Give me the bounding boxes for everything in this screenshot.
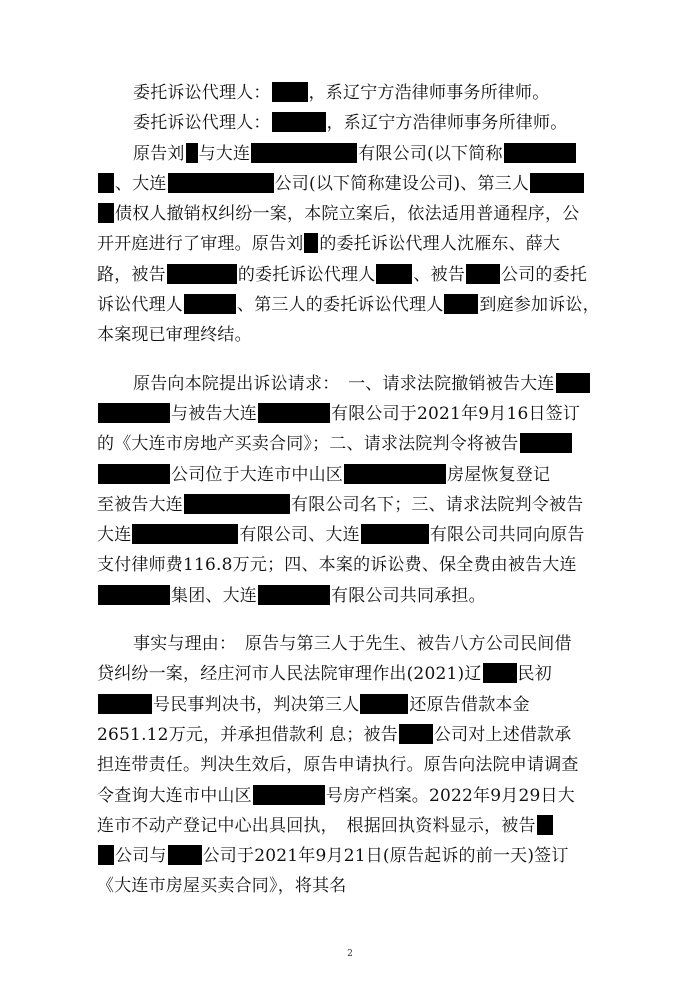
text-segment: 的委托诉讼代理人沈雁东、薛大 (319, 234, 561, 255)
text-segment: 担连带责任。判决生效后，原告申请执行。原告向法院申请调查 (97, 755, 579, 776)
text-line (97, 659, 617, 689)
text-segment: 房屋恢复登记 (447, 464, 551, 485)
text-segment: 委托诉讼代理人： (133, 83, 271, 103)
text-line (97, 199, 617, 229)
redaction-block (304, 233, 318, 253)
redaction-block (98, 403, 170, 423)
text-line (97, 871, 617, 901)
text-line (97, 811, 617, 841)
text-segment: 令查询大连市中山区 (97, 785, 252, 806)
text-segment: 民初 (517, 664, 552, 685)
text-segment: 与大连 (198, 143, 251, 164)
document-body (97, 78, 617, 902)
redaction-block (167, 264, 237, 284)
redaction-block (98, 173, 114, 193)
text-segment: 公司(以下简称建设公司)、第三人 (274, 173, 530, 194)
redaction-block (344, 464, 446, 484)
text-segment: 2651.12万元，并承担借款利 息；被告 (97, 724, 398, 745)
text-segment: 诉讼代理人 (97, 295, 183, 316)
text-segment: 委托诉讼代理人： (133, 113, 271, 134)
redaction-block (98, 585, 170, 605)
page-number: 2 (347, 949, 353, 959)
text-segment: 大连 (97, 525, 132, 546)
redaction-block (537, 815, 553, 835)
redaction-block (253, 785, 325, 805)
text-segment: 债权人撤销权纠纷一案，本院立案后，依法适用普通程序，公 (115, 204, 580, 225)
text-segment: ，系辽宁方浩律师事务所律师。 (326, 113, 568, 134)
text-segment: 、大连 (115, 173, 167, 194)
redaction-block (483, 663, 517, 683)
text-segment: 、被告 (413, 264, 466, 285)
text-line (97, 169, 617, 199)
text-line (97, 78, 617, 108)
text-line (97, 550, 617, 580)
redaction-block (251, 143, 357, 163)
redaction-block (361, 524, 429, 544)
redaction-block (168, 845, 202, 865)
redaction-block (168, 173, 274, 193)
text-line (97, 720, 617, 750)
text-segment: 公司与 (115, 846, 167, 867)
text-segment: 有限公司(以下简称 (358, 143, 503, 164)
redaction-block (556, 373, 590, 393)
text-segment: 有限公司、大连 (239, 525, 360, 546)
redaction-block (98, 694, 152, 714)
text-segment: 公司位于大连市中山区 (171, 464, 343, 485)
text-line (97, 781, 617, 811)
redaction-block (504, 143, 576, 163)
redaction-block (399, 724, 433, 744)
text-segment: 公司于2021年9月21日(原告起诉的前一天)签订 (202, 846, 569, 867)
text-segment: 的《大连市房地产买卖合同》；二、请求法院判令将被告 (97, 434, 519, 455)
text-segment: 有限公司名下；三、请求法院判令被告 (291, 494, 584, 515)
text-segment: 贷纠纷一案，经庄河市人民法院审理作出(2021)辽 (97, 664, 482, 685)
text-segment: 本案现已审理终结。 (97, 325, 252, 346)
redaction-block (258, 585, 330, 605)
text-line (97, 399, 617, 429)
text-segment: ，系辽宁方浩律师事务所律师。 (308, 83, 550, 103)
text-segment: 到庭参加诉讼， (479, 295, 600, 316)
text-segment: 、第三人的委托诉讼代理人 (237, 295, 444, 316)
text-segment: 至被告大连 (97, 494, 183, 515)
redaction-block (376, 264, 412, 284)
text-segment: 还原告借款本金 (409, 694, 530, 715)
paragraph-gap (97, 351, 617, 369)
text-segment: 原告向本院提出诉讼请求： 一、请求法院撤销被告大连 (133, 373, 555, 394)
text-segment: 有限公司共同向原告 (429, 525, 585, 546)
text-segment: 公司对上述借款承 (433, 724, 572, 745)
paragraph-gap (97, 611, 617, 629)
redaction-block (258, 403, 330, 423)
redaction-block (444, 294, 478, 314)
text-segment: 号房产档案。2022年9月29日大 (325, 785, 575, 806)
text-segment: 路，被告 (97, 264, 166, 285)
text-line (97, 750, 617, 780)
text-line (97, 369, 617, 399)
text-line (97, 139, 617, 169)
redaction-block (98, 845, 114, 865)
text-segment: 有限公司于2021年9月16日签订 (331, 403, 581, 424)
text-line (97, 581, 617, 611)
text-line (97, 520, 617, 550)
text-line (97, 460, 617, 490)
text-line (97, 490, 617, 520)
redaction-block (132, 524, 238, 544)
text-segment: 开开庭进行了审理。原告刘 (97, 234, 304, 255)
text-segment: 有限公司共同承担。 (331, 585, 486, 606)
redaction-block (98, 464, 170, 484)
text-line (97, 108, 617, 138)
text-segment: 事实与理由： 原告与第三人于先生、被告八方公司民间借 (133, 634, 572, 655)
text-line (97, 629, 617, 659)
text-segment: 公司的委托 (501, 264, 588, 285)
redaction-block (272, 82, 308, 102)
redaction-block (98, 203, 114, 223)
text-segment: 连市不动产登记中心出具回执， 根据回执资料显示，被告 (97, 815, 536, 836)
redaction-block (186, 143, 198, 163)
text-segment: 的委托诉讼代理人 (237, 264, 376, 285)
text-segment: 《大连市房屋买卖合同》，将其名 (97, 876, 347, 897)
text-line (97, 841, 617, 871)
text-line (97, 229, 617, 259)
text-line (97, 429, 617, 459)
text-segment: 原告刘 (133, 143, 185, 164)
redaction-block (520, 433, 572, 453)
redaction-block (184, 294, 236, 314)
text-segment: 支付律师费116.8万元；四、本案的诉讼费、保全费由被告大连 (97, 555, 577, 576)
text-segment: 与被告大连 (171, 403, 257, 424)
redaction-block (360, 694, 408, 714)
redaction-block (184, 494, 290, 514)
text-line (97, 260, 617, 290)
text-segment: 号民事判决书，判决第三人 (153, 694, 360, 715)
text-segment: 集团、大连 (171, 585, 257, 606)
text-line (97, 690, 617, 720)
redaction-block (466, 264, 500, 284)
text-line (97, 290, 617, 320)
redaction-block (530, 173, 584, 193)
text-line (97, 320, 617, 350)
redaction-block (272, 112, 326, 132)
